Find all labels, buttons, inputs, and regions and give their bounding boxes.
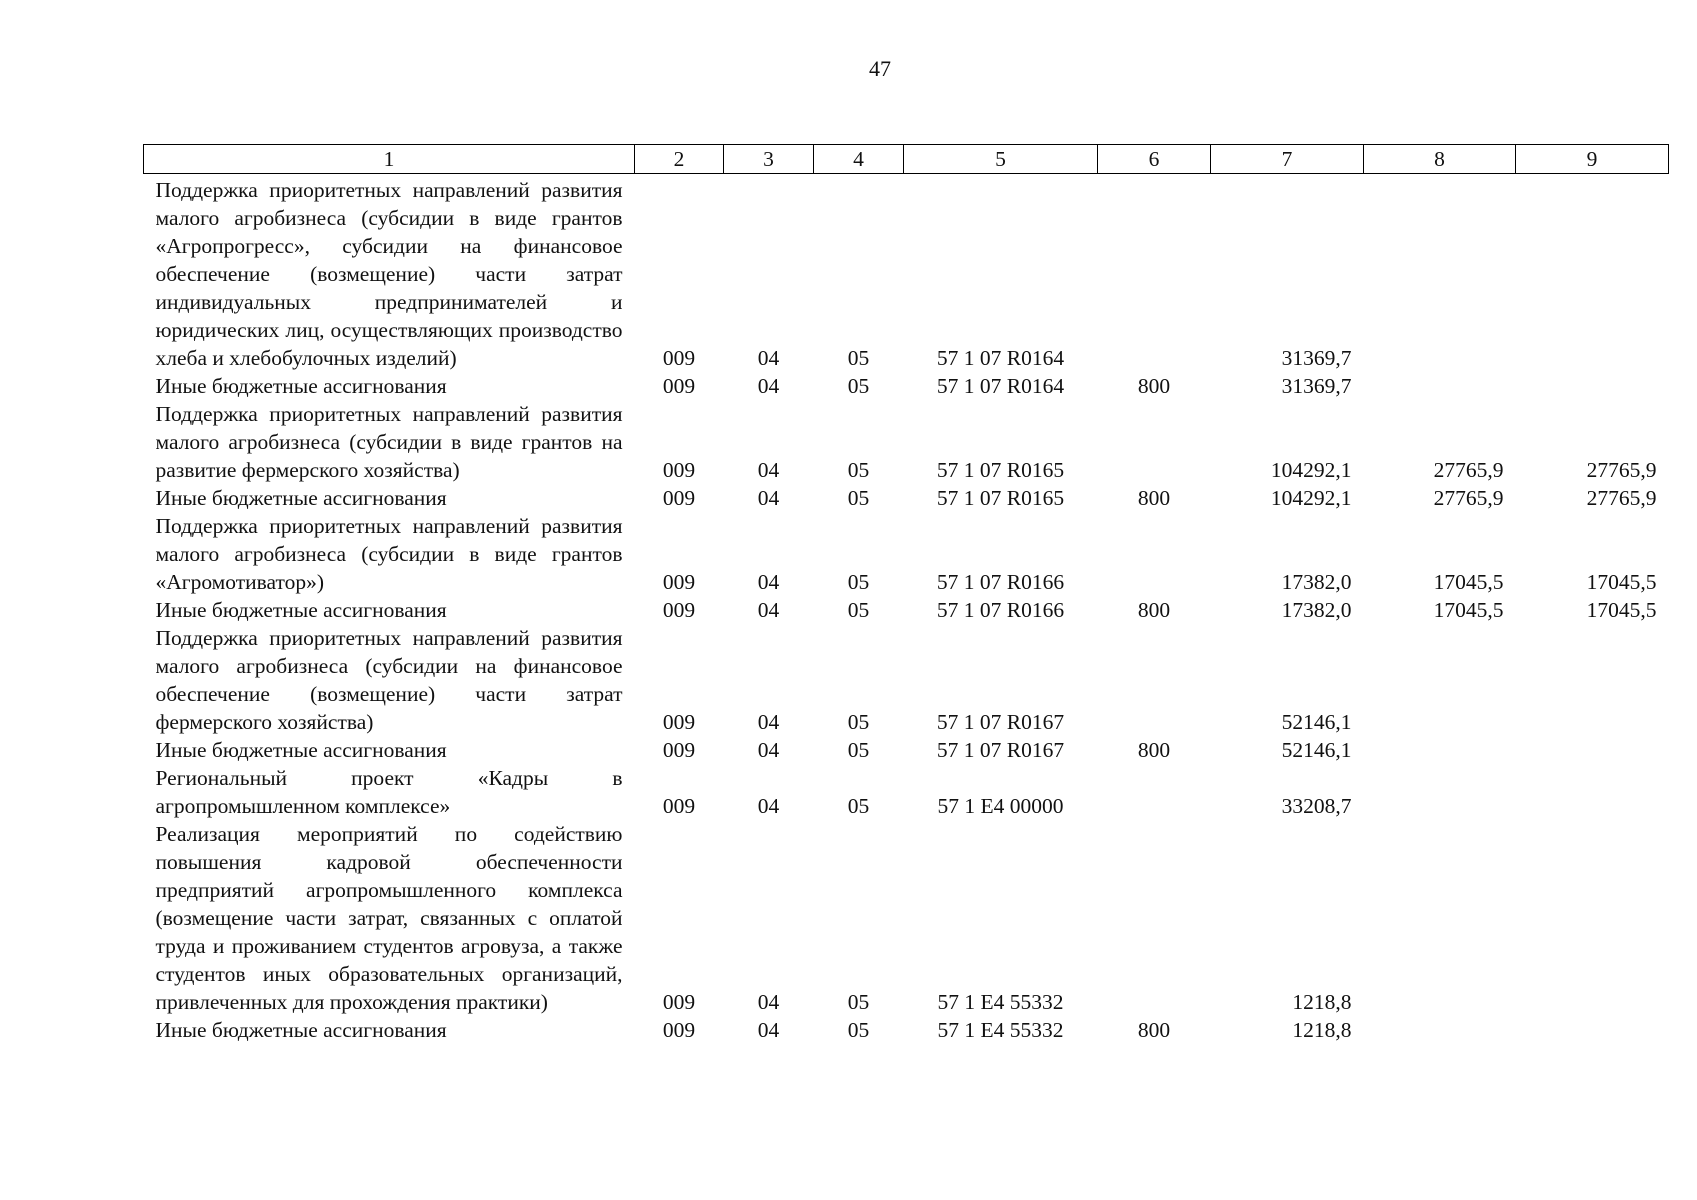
cell-code-ministry: 009 [662, 486, 696, 510]
table-row [144, 736, 1669, 764]
column-header-3: 3 [724, 145, 814, 174]
cell-expense-type [1098, 820, 1211, 1016]
cell-target-article: 57 1 07 R0166 [936, 570, 1065, 594]
row-name: Поддержка приоритетных направлений развития малого агробизнеса (субсидии в виде грантов на развитие фермерского хозяйства) [155, 402, 623, 482]
row-name: Иные бюджетные ассигнования [155, 1018, 447, 1042]
cell-amount-col7: 33208,7 [1281, 794, 1352, 818]
cell-expense-type: 800 [1137, 486, 1171, 510]
cell-amount-col7: 17382,0 [1281, 570, 1352, 594]
cell-target-article: 57 1 07 R0165 [936, 458, 1065, 482]
cell-target-article: 57 1 07 R0167 [936, 710, 1065, 734]
table-row [144, 372, 1669, 400]
cell-target-article: 57 1 E4 00000 [937, 794, 1064, 818]
cell-code-subsection: 05 [847, 710, 870, 734]
row-name: Иные бюджетные ассигнования [155, 598, 447, 622]
cell-amount-col9 [1516, 372, 1669, 400]
table-row [144, 820, 1669, 1016]
cell-amount-col9 [1516, 736, 1669, 764]
cell-expense-type [1098, 764, 1211, 820]
cell-code-ministry: 009 [662, 794, 696, 818]
cell-code-ministry: 009 [662, 570, 696, 594]
column-header-1: 1 [144, 145, 635, 174]
cell-code-section: 04 [757, 1018, 780, 1042]
cell-code-subsection: 05 [847, 990, 870, 1014]
cell-code-ministry: 009 [662, 738, 696, 762]
cell-code-ministry: 009 [662, 710, 696, 734]
cell-expense-type [1098, 400, 1211, 484]
cell-code-section: 04 [757, 710, 780, 734]
cell-code-subsection: 05 [847, 1018, 870, 1042]
column-header-4: 4 [814, 145, 904, 174]
row-name: Иные бюджетные ассигнования [155, 486, 447, 510]
cell-expense-type [1098, 512, 1211, 596]
column-header-6: 6 [1098, 145, 1211, 174]
cell-code-ministry: 009 [662, 458, 696, 482]
cell-amount-col8: 27765,9 [1433, 486, 1504, 510]
cell-code-subsection: 05 [847, 794, 870, 818]
table-row [144, 400, 1669, 484]
cell-amount-col7: 52146,1 [1281, 710, 1352, 734]
cell-amount-col7: 17382,0 [1281, 598, 1352, 622]
table-row [144, 596, 1669, 624]
cell-code-section: 04 [757, 458, 780, 482]
cell-amount-col9: 17045,5 [1586, 570, 1657, 594]
row-name: Поддержка приоритетных направлений развития малого агробизнеса (субсидии в виде грантов «Агромотиватор») [155, 514, 623, 594]
cell-code-ministry: 009 [662, 374, 696, 398]
column-header-7: 7 [1211, 145, 1364, 174]
cell-code-subsection: 05 [847, 458, 870, 482]
row-name: Поддержка приоритетных направлений развития малого агробизнеса (субсидии в виде грантов «Агропрогресс», субсидии на финансовое обеспечение (возмещение) части затрат индивидуальных предпринимателей и юридических лиц, осуществляющих производство хлеба и хлебобулочных изделий) [155, 178, 623, 370]
cell-target-article: 57 1 07 R0164 [936, 374, 1065, 398]
cell-expense-type [1098, 624, 1211, 736]
row-name: Региональный проект «Кадры в агропромышленном комплексе» [155, 766, 623, 818]
cell-code-ministry: 009 [662, 990, 696, 1014]
cell-amount-col8 [1364, 1016, 1516, 1044]
cell-amount-col8 [1364, 174, 1516, 373]
cell-code-section: 04 [757, 570, 780, 594]
table-row [144, 1016, 1669, 1044]
cell-target-article: 57 1 07 R0165 [936, 486, 1065, 510]
cell-amount-col7: 1218,8 [1292, 1018, 1352, 1042]
cell-target-article: 57 1 07 R0167 [936, 738, 1065, 762]
table-header [144, 145, 1669, 174]
cell-amount-col9: 27765,9 [1586, 486, 1657, 510]
table-row [144, 484, 1669, 512]
cell-amount-col9: 27765,9 [1586, 458, 1657, 482]
table-row [144, 174, 1669, 373]
cell-amount-col9 [1516, 174, 1669, 373]
cell-amount-col8 [1364, 736, 1516, 764]
cell-expense-type: 800 [1137, 738, 1171, 762]
cell-code-section: 04 [757, 990, 780, 1014]
cell-amount-col9 [1516, 764, 1669, 820]
cell-amount-col7: 52146,1 [1281, 738, 1352, 762]
cell-code-ministry: 009 [662, 598, 696, 622]
column-header-5: 5 [904, 145, 1098, 174]
cell-expense-type: 800 [1137, 1018, 1171, 1042]
cell-amount-col9 [1516, 820, 1669, 1016]
page-number: 47 [869, 56, 891, 81]
cell-code-subsection: 05 [847, 374, 870, 398]
cell-amount-col8 [1364, 820, 1516, 1016]
table-body [144, 174, 1669, 1045]
cell-amount-col7: 31369,7 [1281, 346, 1352, 370]
column-header-9: 9 [1516, 145, 1669, 174]
row-name: Иные бюджетные ассигнования [155, 374, 447, 398]
cell-code-section: 04 [757, 738, 780, 762]
cell-target-article: 57 1 E4 55332 [937, 990, 1064, 1014]
column-header-8: 8 [1364, 145, 1516, 174]
row-name: Поддержка приоритетных направлений развития малого агробизнеса (субсидии на финансовое обеспечение (возмещение) части затрат фермерского хозяйства) [155, 626, 623, 734]
cell-expense-type [1098, 174, 1211, 373]
cell-target-article: 57 1 E4 55332 [937, 1018, 1064, 1042]
cell-code-section: 04 [757, 346, 780, 370]
cell-amount-col9: 17045,5 [1586, 598, 1657, 622]
cell-expense-type: 800 [1137, 374, 1171, 398]
cell-code-ministry: 009 [662, 1018, 696, 1042]
cell-target-article: 57 1 07 R0166 [936, 598, 1065, 622]
cell-code-subsection: 05 [847, 570, 870, 594]
cell-code-subsection: 05 [847, 738, 870, 762]
cell-code-section: 04 [757, 794, 780, 818]
table-row [144, 624, 1669, 736]
cell-amount-col7: 104292,1 [1270, 458, 1352, 482]
cell-amount-col7: 104292,1 [1270, 486, 1352, 510]
table-row [144, 764, 1669, 820]
cell-code-section: 04 [757, 486, 780, 510]
column-number-row [144, 145, 1669, 174]
row-name: Иные бюджетные ассигнования [155, 738, 447, 762]
cell-code-ministry: 009 [662, 346, 696, 370]
column-header-2: 2 [635, 145, 724, 174]
cell-amount-col7: 31369,7 [1281, 374, 1352, 398]
cell-amount-col8: 17045,5 [1433, 570, 1504, 594]
cell-amount-col8 [1364, 764, 1516, 820]
table-row [144, 512, 1669, 596]
cell-amount-col8 [1364, 624, 1516, 736]
cell-code-subsection: 05 [847, 598, 870, 622]
cell-expense-type: 800 [1137, 598, 1171, 622]
cell-code-subsection: 05 [847, 346, 870, 370]
cell-code-subsection: 05 [847, 486, 870, 510]
cell-amount-col8: 27765,9 [1433, 458, 1504, 482]
budget-table-wrapper [143, 144, 1668, 1044]
cell-amount-col8 [1364, 372, 1516, 400]
cell-amount-col9 [1516, 1016, 1669, 1044]
cell-code-section: 04 [757, 598, 780, 622]
cell-amount-col9 [1516, 624, 1669, 736]
cell-code-section: 04 [757, 374, 780, 398]
cell-target-article: 57 1 07 R0164 [936, 346, 1065, 370]
row-name: Реализация мероприятий по содействию повышения кадровой обеспеченности предприятий агропромышленного комплекса (возмещение части затрат, связанных с оплатой труда и проживанием студентов агровуза, а также студентов иных образовательных организаций, привлеченных для прохождения практики) [155, 822, 623, 1014]
budget-table [143, 144, 1669, 1044]
cell-amount-col8: 17045,5 [1433, 598, 1504, 622]
cell-amount-col7: 1218,8 [1292, 990, 1352, 1014]
